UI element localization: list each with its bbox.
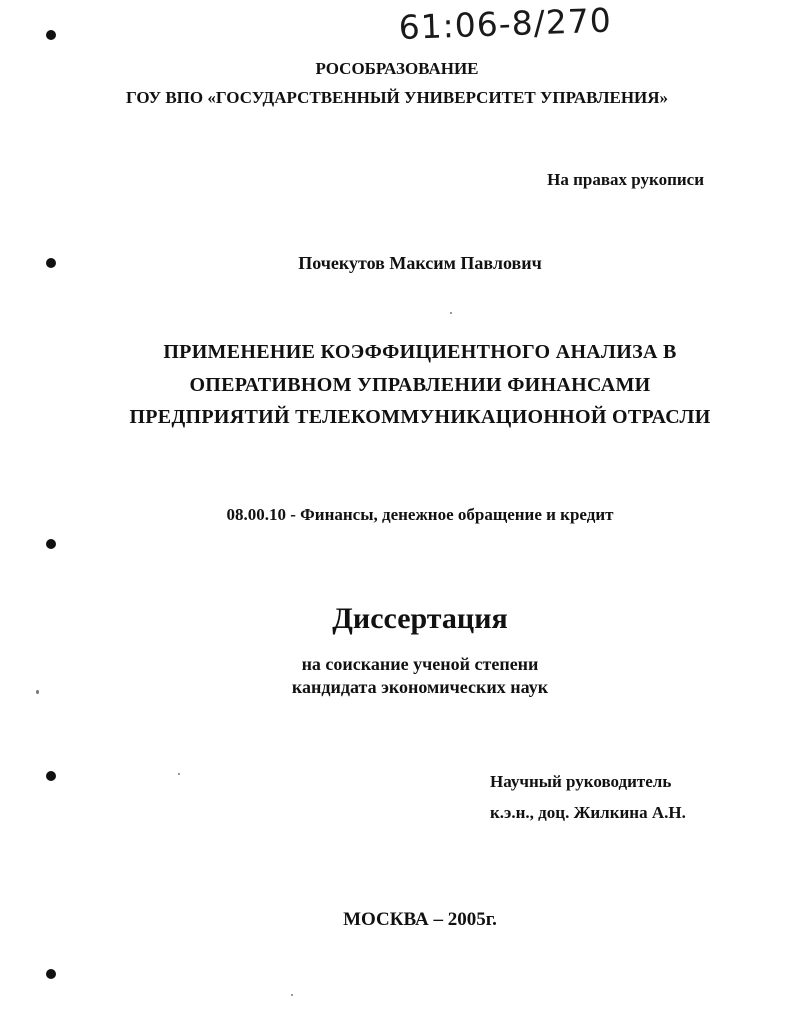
binding-dot-5	[46, 969, 56, 979]
degree-line-1: на соискание ученой степени	[301, 654, 539, 674]
binding-dot-4	[46, 771, 56, 781]
title-line-1: ПРИМЕНЕНИЕ КОЭФФИЦИЕНТНОГО АНАЛИЗА В	[163, 341, 677, 363]
title-line-3: ПРЕДПРИЯТИЙ ТЕЛЕКОММУНИКАЦИОННОЙ ОТРАСЛИ	[129, 406, 711, 428]
university-name: ГОУ ВПО «ГОСУДАРСТВЕННЫЙ УНИВЕРСИТЕТ УПРАВЛЕНИЯ»	[125, 88, 669, 107]
scan-speck	[450, 312, 452, 314]
manuscript-note: На правах рукописи	[547, 170, 704, 189]
binding-dot-1	[46, 30, 56, 40]
author-name: Почекутов Максим Павлович	[298, 253, 542, 273]
handwritten-archive-number: 61:06-8/270	[398, 0, 613, 47]
scan-speck	[291, 994, 293, 996]
specialty: 08.00.10 - Финансы, денежное обращение и кредит	[226, 505, 614, 524]
city-year: МОСКВА – 2005г.	[343, 909, 497, 930]
supervisor-name: к.э.н., доц. Жилкина А.Н.	[490, 803, 686, 822]
document-type: Диссертация	[332, 602, 508, 635]
binding-dot-3	[46, 539, 56, 549]
scan-speck	[178, 773, 180, 775]
ministry-name: РОСОБРАЗОВАНИЕ	[315, 59, 479, 78]
title-line-2: ОПЕРАТИВНОМ УПРАВЛЕНИИ ФИНАНСАМИ	[189, 374, 651, 396]
supervisor-label: Научный руководитель	[490, 772, 672, 791]
degree-line-2: кандидата экономических наук	[291, 677, 549, 697]
